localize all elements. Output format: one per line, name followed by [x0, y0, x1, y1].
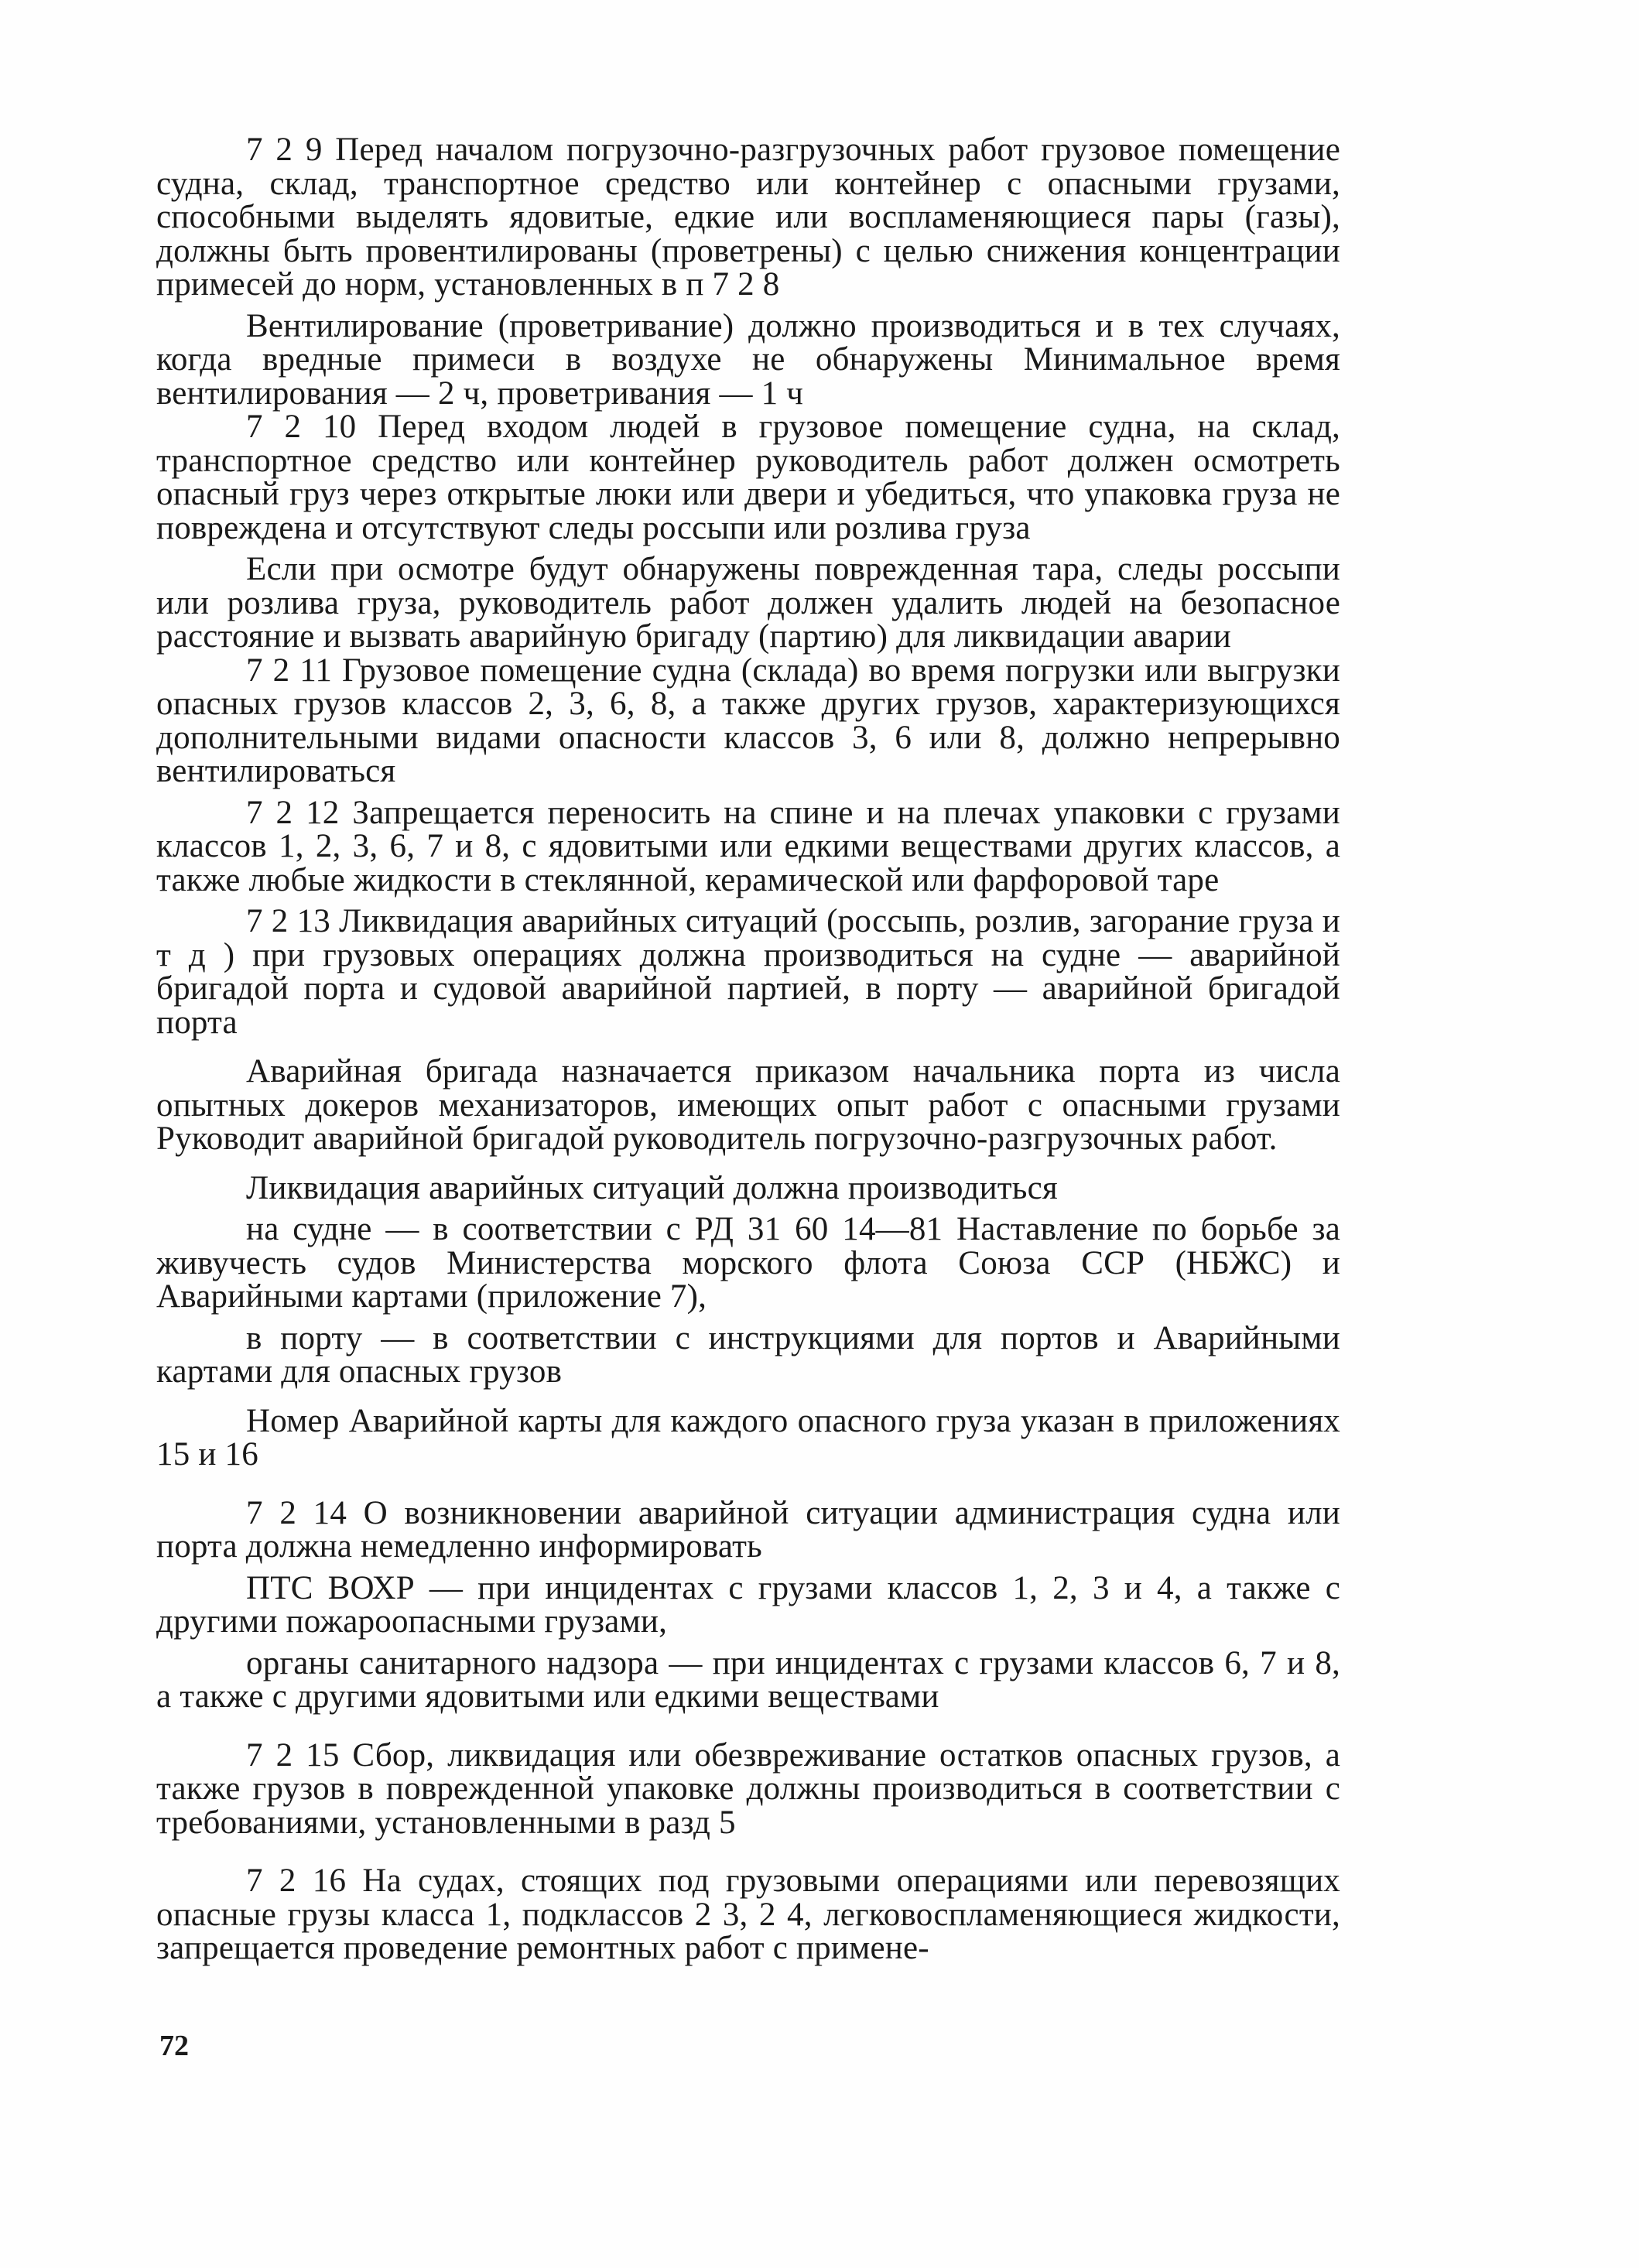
paragraph-ventilation-note: Вентилирование (проветривание) должно производиться и в тех случаях, когда вредные примеси в воздухе не обнаружены Минимальное время вентилирования — 2 ч, проветривания — 1 ч	[156, 307, 1340, 412]
paragraph-7-2-11: 7 2 11 Грузовое помещение судна (склада) во время погрузки или выгрузки опасных грузов классов 2, 3, 6, 8, а также других грузов, характеризующихся дополнительными видами опасности классов 3, 6 или 8, должно непрерывно вентилироваться	[156, 652, 1340, 789]
paragraph-in-port: в порту — в соответствии с инструкциями для портов и Аварийными картами для опасных грузов	[156, 1319, 1340, 1390]
paragraph-7-2-12: 7 2 12 Запрещается переносить на спине и на плечах упаковки с грузами классов 1, 2, 3, 6, 7 и 8, с ядовитыми или едкими веществами других классов, а также любые жидкости в стеклянной, керамической или фарфоровой таре	[156, 794, 1340, 898]
page-number: 72	[159, 2030, 189, 2062]
paragraph-emergency-liquidation-intro: Ликвидация аварийных ситуаций должна производиться	[246, 1169, 1058, 1206]
paragraph-7-2-10: 7 2 10 Перед входом людей в грузовое помещение судна, на склад, транспортное средство или контейнер руководитель работ должен осмотреть опасный груз через открытые люки или двери и убедиться, что упаковка груза не повреждена и отсутствуют следы россыпи или розлива груза	[156, 409, 1340, 546]
text-block	[156, 133, 1340, 1965]
paragraph-damaged-container-note: Если при осмотре будут обнаружены поврежденная тара, следы россыпи или розлива груза, руководитель работ должен удалить людей на безопасное расстояние и вызвать аварийную бригаду (партию) для ликвидации аварии	[156, 551, 1340, 655]
paragraph-emergency-card-number: Номер Аварийной карты для каждого опасного груза указан в приложениях 15 и 16	[156, 1402, 1340, 1473]
paragraph-7-2-9: 7 2 9 Перед началом погрузочно-разгрузочных работ грузовое помещение судна, склад, транспортное средство или контейнер с опасными грузами, способными выделять ядовитые, едкие или воспламеняющиеся пары (газы), должны быть провентилированы (проветрены) с целью снижения концентрации примесей до норм, установленных в п 7 2 8	[156, 132, 1340, 303]
paragraph-7-2-14: 7 2 14 О возникновении аварийной ситуации администрация судна или порта должна немедленно информировать	[156, 1494, 1340, 1565]
paragraph-7-2-15: 7 2 15 Сбор, ликвидация или обезвреживание остатков опасных грузов, а также грузов в поврежденной упаковке должны производиться в соответствии с требованиями, установленными в разд 5	[156, 1736, 1340, 1841]
paragraph-emergency-team-note: Аварийная бригада назначается приказом начальника порта из числа опытных докеров механизаторов, имеющих опыт работ с опасными грузами Руководит аварийной бригадой руководитель погрузочно-разгрузочных работ.	[156, 1053, 1340, 1157]
paragraph-7-2-13: 7 2 13 Ликвидация аварийных ситуаций (россыпь, розлив, загорание груза и т д ) при грузовых операциях должна производиться на судне — аварийной бригадой порта и судовой аварийной партией, в порту — аварийной бригадой порта	[156, 903, 1340, 1041]
paragraph-on-vessel: на судне — в соответствии с РД 31 60 14—81 Наставление по борьбе за живучесть судов Министерства морского флота Союза ССР (НБЖС) и Аварийными картами (приложение 7),	[156, 1211, 1340, 1315]
paragraph-sanitary-supervision: органы санитарного надзора — при инцидентах с грузами классов 6, 7 и 8, а также с другими ядовитыми или едкими веществами	[156, 1644, 1340, 1715]
paragraph-fire-protection: ПТС ВОХР — при инцидентах с грузами классов 1, 2, 3 и 4, а также с другими пожароопасными грузами,	[156, 1569, 1340, 1640]
paragraph-7-2-16: 7 2 16 На судах, стоящих под грузовыми операциями или перевозящих опасные грузы класса 1, подклассов 2 3, 2 4, легковоспламеняющиеся жидкости, запрещается проведение ремонтных работ с примене-	[156, 1863, 1340, 1966]
